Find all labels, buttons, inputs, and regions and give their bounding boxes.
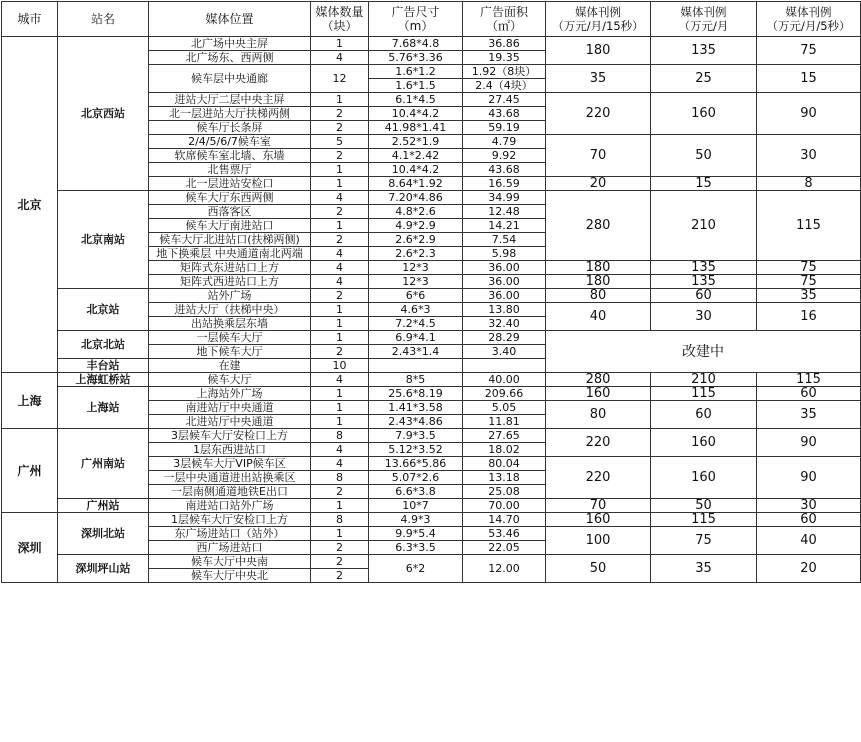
ad-size: 8*5 <box>369 373 463 387</box>
ad-area: 28.29 <box>463 331 546 345</box>
ad-area: 36.00 <box>463 261 546 275</box>
price-5s: 40 <box>757 527 861 555</box>
price-15s: 35 <box>546 65 651 93</box>
price-15s: 100 <box>546 527 651 555</box>
price-month: 35 <box>651 555 757 583</box>
media-count: 2 <box>311 149 369 163</box>
media-count: 2 <box>311 121 369 135</box>
price-month: 160 <box>651 457 757 499</box>
station-shanghai: 上海站 <box>58 387 149 429</box>
ad-area: 9.92 <box>463 149 546 163</box>
media-count: 2 <box>311 205 369 219</box>
media-position: 南进站厅中央通道 <box>149 401 311 415</box>
city-guangzhou: 广州 <box>2 429 58 513</box>
media-position: 进站大厅二层中央主屏 <box>149 93 311 107</box>
price-15s: 220 <box>546 93 651 135</box>
price-15s: 50 <box>546 555 651 583</box>
price-15s: 180 <box>546 37 651 65</box>
media-position: 北一层进站大厅扶梯两侧 <box>149 107 311 121</box>
ad-size: 1.6*1.2 <box>369 65 463 79</box>
media-count: 2 <box>311 289 369 303</box>
ad-area: 13.18 <box>463 471 546 485</box>
media-count: 1 <box>311 331 369 345</box>
table-row <box>2 373 861 387</box>
media-count: 2 <box>311 555 369 569</box>
media-count: 1 <box>311 317 369 331</box>
ad-area: 40.00 <box>463 373 546 387</box>
city-shanghai: 上海 <box>2 373 58 429</box>
price-month: 135 <box>651 275 757 289</box>
media-count: 12 <box>311 65 369 93</box>
price-5s: 90 <box>757 429 861 457</box>
media-count: 2 <box>311 569 369 583</box>
ad-area: 19.35 <box>463 51 546 65</box>
price-month: 60 <box>651 401 757 429</box>
media-count: 1 <box>311 93 369 107</box>
table-row <box>2 555 861 569</box>
table-row <box>2 331 861 345</box>
ad-size: 2.6*2.9 <box>369 233 463 247</box>
ad-size: 7.68*4.8 <box>369 37 463 51</box>
price-15s: 280 <box>546 191 651 261</box>
media-position: 1层东西进站口 <box>149 443 311 457</box>
media-count: 1 <box>311 499 369 513</box>
ad-size: 10*7 <box>369 499 463 513</box>
media-position: 矩阵式西进站口上方 <box>149 275 311 289</box>
ad-area: 209.66 <box>463 387 546 401</box>
media-position: 一层中央通道进出站换乘区 <box>149 471 311 485</box>
price-month: 160 <box>651 429 757 457</box>
ad-area: 25.08 <box>463 485 546 499</box>
ad-size: 41.98*1.41 <box>369 121 463 135</box>
media-count: 4 <box>311 51 369 65</box>
station-shenzhen-pingshan: 深圳坪山站 <box>58 555 149 583</box>
price-15s: 160 <box>546 387 651 401</box>
station-beijing-west: 北京西站 <box>58 37 149 191</box>
ad-area: 36.00 <box>463 275 546 289</box>
ad-size: 7.2*4.5 <box>369 317 463 331</box>
price-5s: 35 <box>757 289 861 303</box>
station-beijing: 北京站 <box>58 289 149 331</box>
station-guangzhou-south: 广州南站 <box>58 429 149 499</box>
media-position: 3层候车大厅安检口上方 <box>149 429 311 443</box>
ad-size: 10.4*4.2 <box>369 163 463 177</box>
media-count: 1 <box>311 163 369 177</box>
media-position: 地下候车大厅 <box>149 345 311 359</box>
ad-size: 6.9*4.1 <box>369 331 463 345</box>
price-5s: 75 <box>757 275 861 289</box>
price-15s: 280 <box>546 373 651 387</box>
media-position: 北广场中央主屏 <box>149 37 311 51</box>
media-position: 进站大厅（扶梯中央） <box>149 303 311 317</box>
media-count: 4 <box>311 373 369 387</box>
ad-size: 10.4*4.2 <box>369 107 463 121</box>
price-15s: 20 <box>546 177 651 191</box>
ad-size: 5.76*3.36 <box>369 51 463 65</box>
ad-size: 6*2 <box>369 555 463 583</box>
ad-area: 16.59 <box>463 177 546 191</box>
ad-size: 2.43*4.86 <box>369 415 463 429</box>
ad-area: 14.70 <box>463 513 546 527</box>
price-5s: 30 <box>757 135 861 177</box>
ad-area: 18.02 <box>463 443 546 457</box>
price-month: 135 <box>651 261 757 275</box>
media-position: 北进站厅中央通道 <box>149 415 311 429</box>
media-count: 4 <box>311 261 369 275</box>
ad-size: 4.6*3 <box>369 303 463 317</box>
price-15s: 220 <box>546 457 651 499</box>
ad-area: 7.54 <box>463 233 546 247</box>
city-shenzhen: 深圳 <box>2 513 58 583</box>
ad-size: 2.6*2.3 <box>369 247 463 261</box>
ad-size: 2.52*1.9 <box>369 135 463 149</box>
ad-size: 5.07*2.6 <box>369 471 463 485</box>
media-position: 在建 <box>149 359 311 373</box>
ad-size: 6*6 <box>369 289 463 303</box>
price-5s: 15 <box>757 65 861 93</box>
ad-size: 6.3*3.5 <box>369 541 463 555</box>
price-month: 15 <box>651 177 757 191</box>
ad-area: 27.65 <box>463 429 546 443</box>
price-month: 210 <box>651 373 757 387</box>
media-position: 一层南侧通道地铁E出口 <box>149 485 311 499</box>
ad-size: 25.6*8.19 <box>369 387 463 401</box>
ad-area: 59.19 <box>463 121 546 135</box>
price-5s: 20 <box>757 555 861 583</box>
price-5s: 8 <box>757 177 861 191</box>
ad-area: 13.80 <box>463 303 546 317</box>
media-count: 4 <box>311 247 369 261</box>
price-5s: 115 <box>757 191 861 261</box>
ad-size: 1.6*1.5 <box>369 79 463 93</box>
header-city: 城市 <box>2 2 58 37</box>
price-5s: 90 <box>757 457 861 499</box>
price-month: 60 <box>651 289 757 303</box>
station-shanghai-hongqiao: 上海虹桥站 <box>58 373 149 387</box>
ad-area: 34.99 <box>463 191 546 205</box>
ad-size: 4.1*2.42 <box>369 149 463 163</box>
ad-size: 6.1*4.5 <box>369 93 463 107</box>
header-area: 广告面积 （㎡） <box>463 2 546 37</box>
city-beijing: 北京 <box>2 37 58 373</box>
renovating-note: 改建中 <box>546 331 861 373</box>
price-15s: 80 <box>546 289 651 303</box>
ad-size: 7.9*3.5 <box>369 429 463 443</box>
ad-area: 43.68 <box>463 107 546 121</box>
media-position: 候车大厅中央北 <box>149 569 311 583</box>
price-month: 50 <box>651 135 757 177</box>
header-price-month: 媒体刊例 （万元/月 <box>651 2 757 37</box>
price-15s: 220 <box>546 429 651 457</box>
ad-area: 36.86 <box>463 37 546 51</box>
price-15s: 70 <box>546 135 651 177</box>
media-position: 出站换乘层东墙 <box>149 317 311 331</box>
media-position: 站外广场 <box>149 289 311 303</box>
ad-size: 7.20*4.86 <box>369 191 463 205</box>
media-count: 1 <box>311 401 369 415</box>
table-row <box>2 37 861 51</box>
ad-area: 53.46 <box>463 527 546 541</box>
price-5s: 35 <box>757 401 861 429</box>
media-position: 西落客区 <box>149 205 311 219</box>
ad-size: 4.9*2.9 <box>369 219 463 233</box>
table-row <box>2 387 861 401</box>
ad-size: 9.9*5.4 <box>369 527 463 541</box>
price-5s: 115 <box>757 373 861 387</box>
ad-size: 12*3 <box>369 275 463 289</box>
media-position: 地下换乘层 中央通道南北两端 <box>149 247 311 261</box>
price-15s: 80 <box>546 401 651 429</box>
price-month: 25 <box>651 65 757 93</box>
header-count: 媒体数量 （块） <box>311 2 369 37</box>
header-price-15s: 媒体刊例 （万元/月/15秒） <box>546 2 651 37</box>
media-count: 1 <box>311 527 369 541</box>
ad-area: 5.05 <box>463 401 546 415</box>
price-5s: 90 <box>757 93 861 135</box>
ad-area: 32.40 <box>463 317 546 331</box>
price-month: 75 <box>651 527 757 555</box>
media-position: 东广场进站口（站外） <box>149 527 311 541</box>
ad-area: 4.79 <box>463 135 546 149</box>
media-count: 1 <box>311 219 369 233</box>
ad-size: 1.41*3.58 <box>369 401 463 415</box>
ad-area: 70.00 <box>463 499 546 513</box>
table-row <box>2 499 861 513</box>
ad-area: 27.45 <box>463 93 546 107</box>
media-position: 3层候车大厅VIP候车区 <box>149 457 311 471</box>
ad-area: 22.05 <box>463 541 546 555</box>
ad-area: 14.21 <box>463 219 546 233</box>
media-count: 8 <box>311 471 369 485</box>
media-position: 矩阵式东进站口上方 <box>149 261 311 275</box>
table-row <box>2 429 861 443</box>
media-count: 1 <box>311 177 369 191</box>
station-guangzhou: 广州站 <box>58 499 149 513</box>
price-month: 50 <box>651 499 757 513</box>
media-position: 1层候车大厅安检口上方 <box>149 513 311 527</box>
ad-size: 2.43*1.4 <box>369 345 463 359</box>
station-fengtai: 丰台站 <box>58 359 149 373</box>
media-count: 8 <box>311 429 369 443</box>
media-position: 候车大厅东西两侧 <box>149 191 311 205</box>
price-15s: 180 <box>546 261 651 275</box>
ad-area: 2.4（4块） <box>463 79 546 93</box>
media-count: 2 <box>311 485 369 499</box>
media-count: 2 <box>311 541 369 555</box>
station-beijing-north: 北京北站 <box>58 331 149 359</box>
ad-area <box>463 359 546 373</box>
media-position: 2/4/5/6/7候车室 <box>149 135 311 149</box>
ad-area: 11.81 <box>463 415 546 429</box>
price-5s: 75 <box>757 261 861 275</box>
ad-area: 36.00 <box>463 289 546 303</box>
station-beijing-south: 北京南站 <box>58 191 149 289</box>
media-count: 4 <box>311 191 369 205</box>
ad-size: 4.8*2.6 <box>369 205 463 219</box>
header-size: 广告尺寸 （m） <box>369 2 463 37</box>
media-count: 8 <box>311 513 369 527</box>
ad-area: 43.68 <box>463 163 546 177</box>
ad-area: 1.92（8块） <box>463 65 546 79</box>
ad-area: 12.00 <box>463 555 546 583</box>
price-5s: 16 <box>757 303 861 331</box>
price-month: 30 <box>651 303 757 331</box>
price-15s: 40 <box>546 303 651 331</box>
header-position: 媒体位置 <box>149 2 311 37</box>
media-count: 2 <box>311 345 369 359</box>
media-count: 2 <box>311 107 369 121</box>
media-price-table <box>1 1 861 583</box>
table-row <box>2 513 861 527</box>
ad-size: 8.64*1.92 <box>369 177 463 191</box>
table-row <box>2 289 861 303</box>
media-count: 4 <box>311 457 369 471</box>
media-position: 南进站口站外广场 <box>149 499 311 513</box>
media-count: 1 <box>311 303 369 317</box>
price-5s: 30 <box>757 499 861 513</box>
media-count: 2 <box>311 233 369 247</box>
ad-size: 4.9*3 <box>369 513 463 527</box>
media-position: 候车大厅北进站口(扶梯两侧) <box>149 233 311 247</box>
price-15s: 70 <box>546 499 651 513</box>
media-position: 候车层中央通廊 <box>149 65 311 93</box>
price-month: 115 <box>651 387 757 401</box>
media-count: 1 <box>311 387 369 401</box>
header-row <box>2 2 861 37</box>
media-position: 上海站外广场 <box>149 387 311 401</box>
ad-area: 5.98 <box>463 247 546 261</box>
ad-size: 13.66*5.86 <box>369 457 463 471</box>
media-position: 候车大厅中央南 <box>149 555 311 569</box>
media-position: 软席候车室北墙、东墙 <box>149 149 311 163</box>
ad-area: 12.48 <box>463 205 546 219</box>
header-station: 站名 <box>58 2 149 37</box>
ad-size: 5.12*3.52 <box>369 443 463 457</box>
price-month: 135 <box>651 37 757 65</box>
price-5s: 60 <box>757 387 861 401</box>
media-position: 一层候车大厅 <box>149 331 311 345</box>
price-month: 160 <box>651 93 757 135</box>
price-month: 115 <box>651 513 757 527</box>
ad-area: 3.40 <box>463 345 546 359</box>
media-position: 候车厅长条屏 <box>149 121 311 135</box>
media-position: 候车大厅南进站口 <box>149 219 311 233</box>
ad-size: 6.6*3.8 <box>369 485 463 499</box>
ad-size <box>369 359 463 373</box>
media-position: 北广场东、西两侧 <box>149 51 311 65</box>
header-price-5s: 媒体刊例 （万元/月/5秒） <box>757 2 861 37</box>
media-count: 10 <box>311 359 369 373</box>
media-position: 西广场进站口 <box>149 541 311 555</box>
media-position: 北一层进站安检口 <box>149 177 311 191</box>
media-count: 4 <box>311 275 369 289</box>
media-position: 候车大厅 <box>149 373 311 387</box>
table-row <box>2 191 861 205</box>
media-count: 1 <box>311 415 369 429</box>
price-15s: 180 <box>546 275 651 289</box>
price-5s: 60 <box>757 513 861 527</box>
ad-area: 80.04 <box>463 457 546 471</box>
price-5s: 75 <box>757 37 861 65</box>
media-count: 1 <box>311 37 369 51</box>
media-count: 4 <box>311 443 369 457</box>
ad-size: 12*3 <box>369 261 463 275</box>
station-shenzhen-north: 深圳北站 <box>58 513 149 555</box>
media-position: 北售票厅 <box>149 163 311 177</box>
price-15s: 160 <box>546 513 651 527</box>
media-count: 5 <box>311 135 369 149</box>
price-month: 210 <box>651 191 757 261</box>
